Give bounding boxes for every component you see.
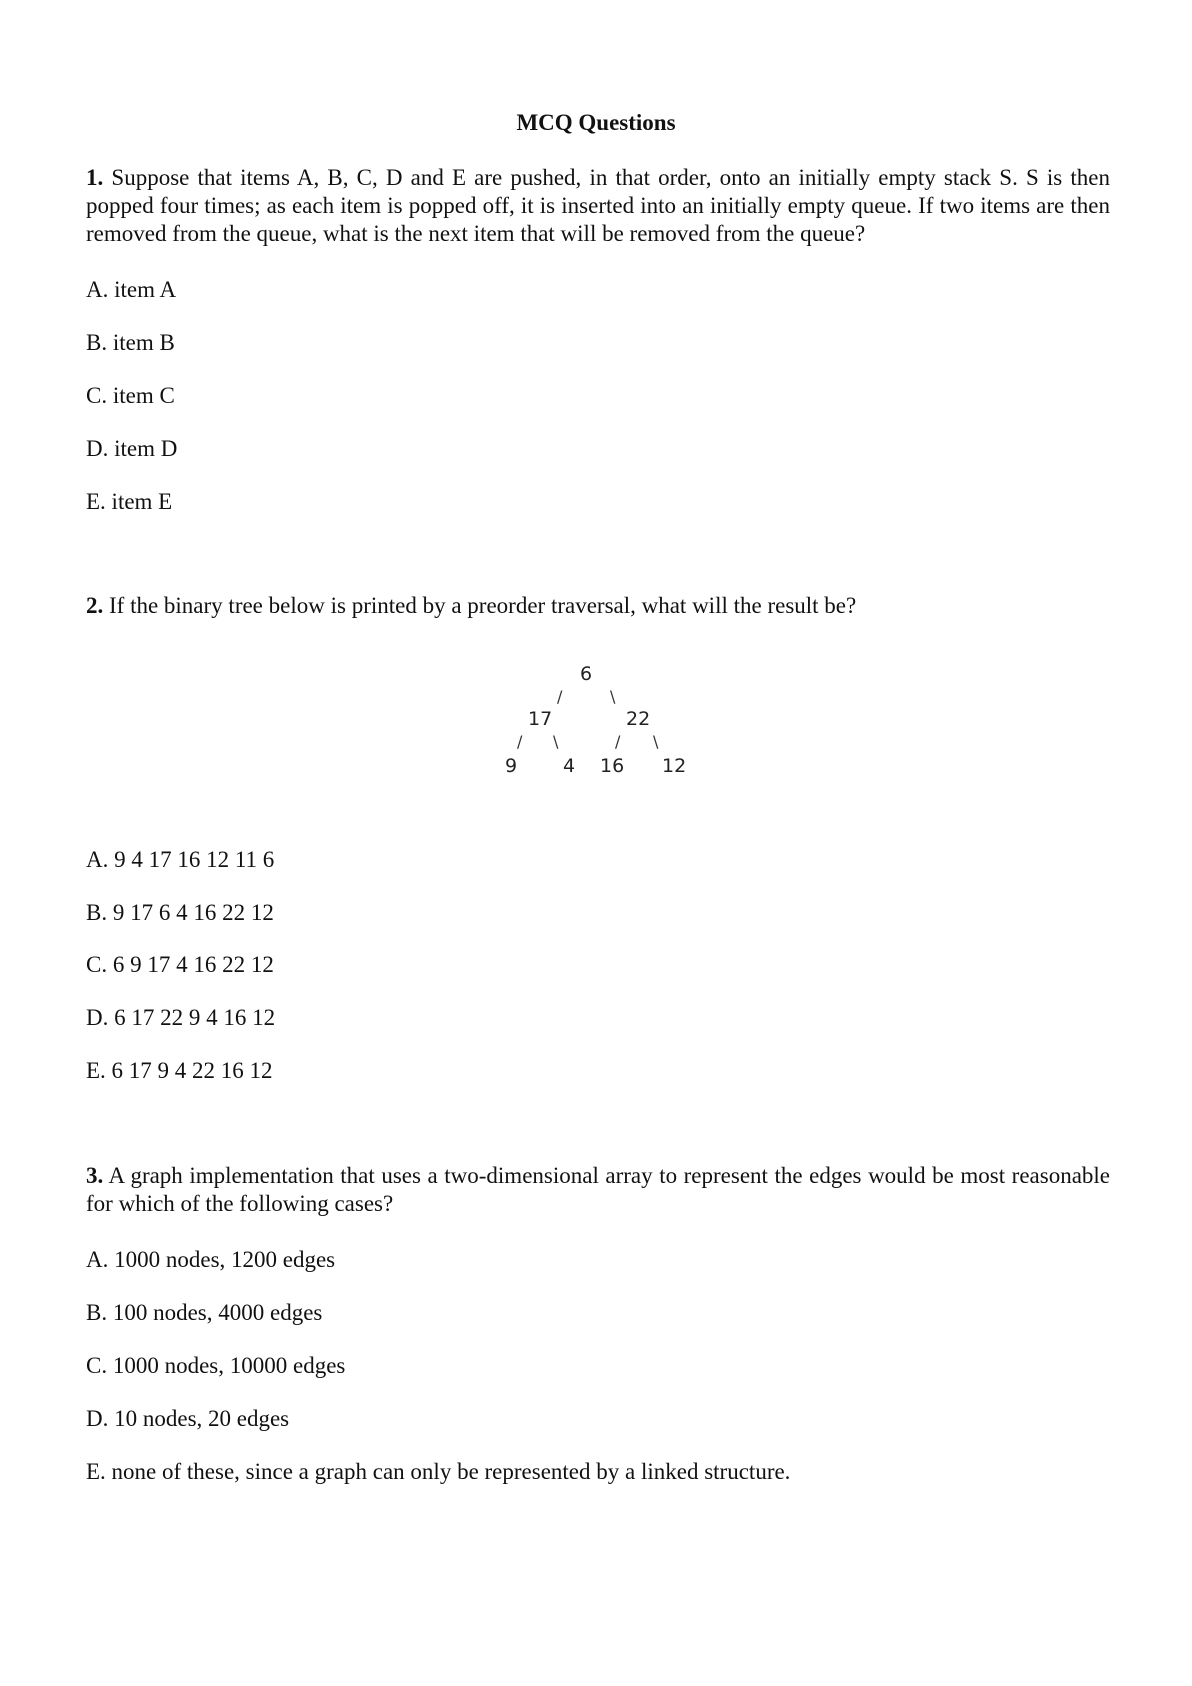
tree-edge: / <box>615 732 621 751</box>
q1-option-d: D. item D <box>86 436 178 461</box>
q3-option-e: E. none of these, since a graph can only be represented by a linked structure. <box>86 1459 791 1484</box>
q2-option-d: D. 6 17 22 9 4 16 12 <box>86 1005 276 1030</box>
tree-edge: \ <box>610 687 616 706</box>
tree-node-left-left: 9 <box>505 755 518 777</box>
q2-option-c: C. 6 9 17 4 16 22 12 <box>86 952 274 977</box>
tree-edge: / <box>517 732 523 751</box>
q3-option-b: B. 100 nodes, 4000 edges <box>86 1300 323 1325</box>
tree-node-left: 17 <box>528 708 553 730</box>
question-body: A graph implementation that uses a two-dimensional array to represent the edges would be most reasonable for which of the following cases? <box>86 1163 1111 1216</box>
q1-option-e: E. item E <box>86 489 173 514</box>
q3-option-d: D. 10 nodes, 20 edges <box>86 1406 290 1431</box>
q2-option-b: B. 9 17 6 4 16 22 12 <box>86 900 274 925</box>
q1-option-a: A. item A <box>86 277 177 302</box>
tree-node-left-right: 4 <box>563 755 576 777</box>
q2-option-e: E. 6 17 9 4 22 16 12 <box>86 1058 273 1083</box>
page-title: MCQ Questions <box>516 110 676 135</box>
q2-option-a: A. 9 4 17 16 12 11 6 <box>86 847 275 872</box>
tree-node-root: 6 <box>580 663 593 685</box>
tree-node-right: 22 <box>626 708 651 730</box>
question-3-text <box>86 1162 1110 1218</box>
question-number: 1. <box>86 165 104 190</box>
question-number: 2. <box>86 593 104 618</box>
tree-node-right-left: 16 <box>600 755 625 777</box>
q1-option-b: B. item B <box>86 330 175 355</box>
q3-option-c: C. 1000 nodes, 10000 edges <box>86 1353 346 1378</box>
tree-edge: \ <box>653 732 659 751</box>
tree-edge: / <box>557 687 563 706</box>
q3-option-a: A. 1000 nodes, 1200 edges <box>86 1247 336 1272</box>
binary-tree-diagram <box>490 663 710 783</box>
tree-node-right-right: 12 <box>662 755 687 777</box>
question-1-text <box>86 164 1110 248</box>
question-2-text <box>86 592 1110 620</box>
tree-edge: \ <box>553 732 559 751</box>
question-number: 3. <box>86 1163 104 1188</box>
question-body: Suppose that items A, B, C, D and E are pushed, in that order, onto an initially empty stack S. S is then popped four times; as each item is popped off, it is inserted into an initially empty queue. If two items are then removed from the queue, what is the next item that will be removed from the queue? <box>86 165 1111 246</box>
question-body: If the binary tree below is printed by a preorder traversal, what will the result be? <box>109 593 857 618</box>
q1-option-c: C. item C <box>86 383 175 408</box>
